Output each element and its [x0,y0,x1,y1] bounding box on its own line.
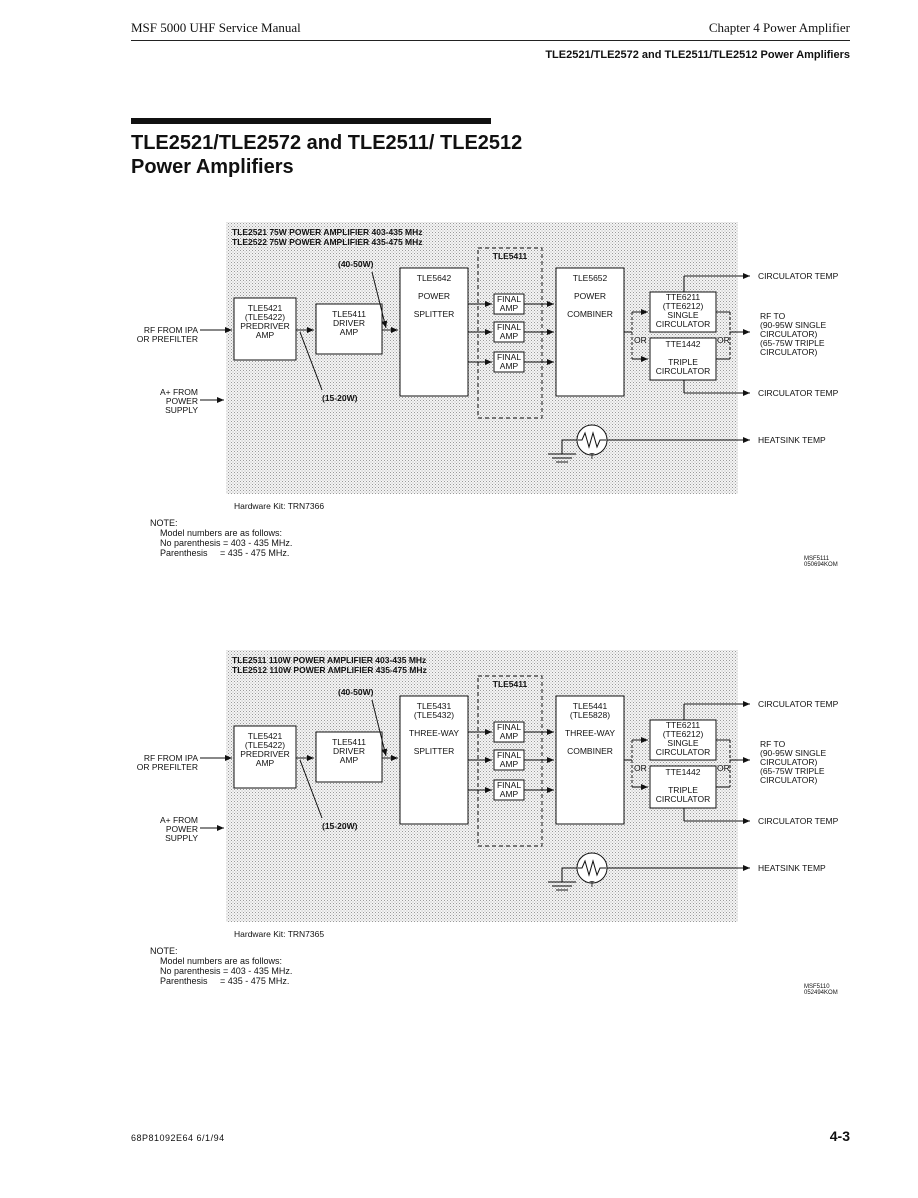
thermistor-label: T [589,451,595,461]
page-number: 4-3 [829,1128,850,1144]
level-bottom-label: (15-20W) [322,393,358,403]
output-rf-label: RF TO (90-95W SINGLE CIRCULATOR) (65-75W TRIPLE CIRCULATOR) [760,739,827,785]
header-right: Chapter 4 Power Amplifier [708,20,850,35]
diagram-heading-2: TLE2522 75W POWER AMPLIFIER 435-475 MHz [232,237,423,247]
finals-group-label: TLE5411 [492,251,528,261]
note-text: NOTE: Model numbers are as follows: No parenthesis = 403 - 435 MHz. Parenthesis = 435 - 475 MHz. [150,946,293,986]
final-amp-1-label: FINAL AMP [496,294,522,313]
hardware-kit-label: Hardware Kit: TRN7365 [234,929,325,939]
combiner-label: TLE5441 (TLE5828) THREE-WAY COMBINER [564,701,616,756]
header-rule [131,40,850,41]
figure-id: MSF5111 050694KOM [804,556,838,568]
single-circulator-label: TTE6211 (TTE6212) SINGLE CIRCULATOR [655,720,711,757]
triple-circulator-label: TTE1442 TRIPLE CIRCULATOR [655,339,711,376]
or-right-label: OR [717,335,730,345]
driver-label: TLE5411 DRIVER AMP [332,737,366,765]
finals-group-label: TLE5411 [492,679,528,689]
diagram-heading-2: TLE2512 110W POWER AMPLIFIER 435-475 MHz [232,665,427,675]
final-amp-3-label: FINAL AMP [496,780,522,799]
input-power-label: A+ FROM POWER SUPPLY [159,387,198,415]
driver-label: TLE5411 DRIVER AMP [332,309,366,337]
splitter-label: TLE5642 POWER SPLITTER [413,273,455,319]
combiner-label: TLE5652 POWER COMBINER [567,273,613,319]
output-circulator-temp-top: CIRCULATOR TEMP [758,271,839,281]
output-circulator-temp-bottom: CIRCULATOR TEMP [758,816,839,826]
output-heatsink-temp: HEATSINK TEMP [758,435,826,445]
block-diagram-75w [0,220,918,580]
splitter-label: TLE5431 (TLE5432) THREE-WAY SPLITTER [408,701,460,756]
page-title: TLE2521/TLE2572 and TLE2511/ TLE2512 Power Amplifiers [131,132,523,178]
figure-id: MSF5110 052494KOM [804,984,838,996]
final-amp-1-label: FINAL AMP [496,722,522,741]
output-circulator-temp-top: CIRCULATOR TEMP [758,699,839,709]
output-circulator-temp-bottom: CIRCULATOR TEMP [758,388,839,398]
or-left-label: OR [634,763,647,773]
header-left: MSF 5000 UHF Service Manual [131,20,301,35]
note-text: NOTE: Model numbers are as follows: No parenthesis = 403 - 435 MHz. Parenthesis = 435 - 475 MHz. [150,518,293,558]
final-amp-3-label: FINAL AMP [496,352,522,371]
level-top-label: (40-50W) [338,259,374,269]
predriver-label: TLE5421 (TLE5422) PREDRIVER AMP [240,303,290,340]
hardware-kit-label: Hardware Kit: TRN7366 [234,501,325,511]
output-heatsink-temp: HEATSINK TEMP [758,863,826,873]
single-circulator-label: TTE6211 (TTE6212) SINGLE CIRCULATOR [655,292,711,329]
predriver-label: TLE5421 (TLE5422) PREDRIVER AMP [240,731,290,768]
input-rf-label: RF FROM IPA OR PREFILTER [136,325,198,344]
diagram-heading-1: TLE2521 75W POWER AMPLIFIER 403-435 MHz [232,227,423,237]
title-bar [131,118,491,124]
final-amp-2-label: FINAL AMP [496,322,522,341]
output-rf-label: RF TO (90-95W SINGLE CIRCULATOR) (65-75W TRIPLE CIRCULATOR) [760,311,827,357]
block-diagram-110w [0,648,918,1008]
header-subtitle: TLE2521/TLE2572 and TLE2511/TLE2512 Power Amplifiers [545,49,850,61]
or-left-label: OR [634,335,647,345]
final-amp-2-label: FINAL AMP [496,750,522,769]
input-power-label: A+ FROM POWER SUPPLY [159,815,198,843]
or-right-label: OR [717,763,730,773]
input-rf-label: RF FROM IPA OR PREFILTER [136,753,198,772]
footer-doc-number: 68P81092E64 6/1/94 [131,1133,225,1143]
triple-circulator-label: TTE1442 TRIPLE CIRCULATOR [655,767,711,804]
level-top-label: (40-50W) [338,687,374,697]
level-bottom-label: (15-20W) [322,821,358,831]
thermistor-label: T [589,879,595,889]
diagram-heading-1: TLE2511 110W POWER AMPLIFIER 403-435 MHz [232,655,427,665]
